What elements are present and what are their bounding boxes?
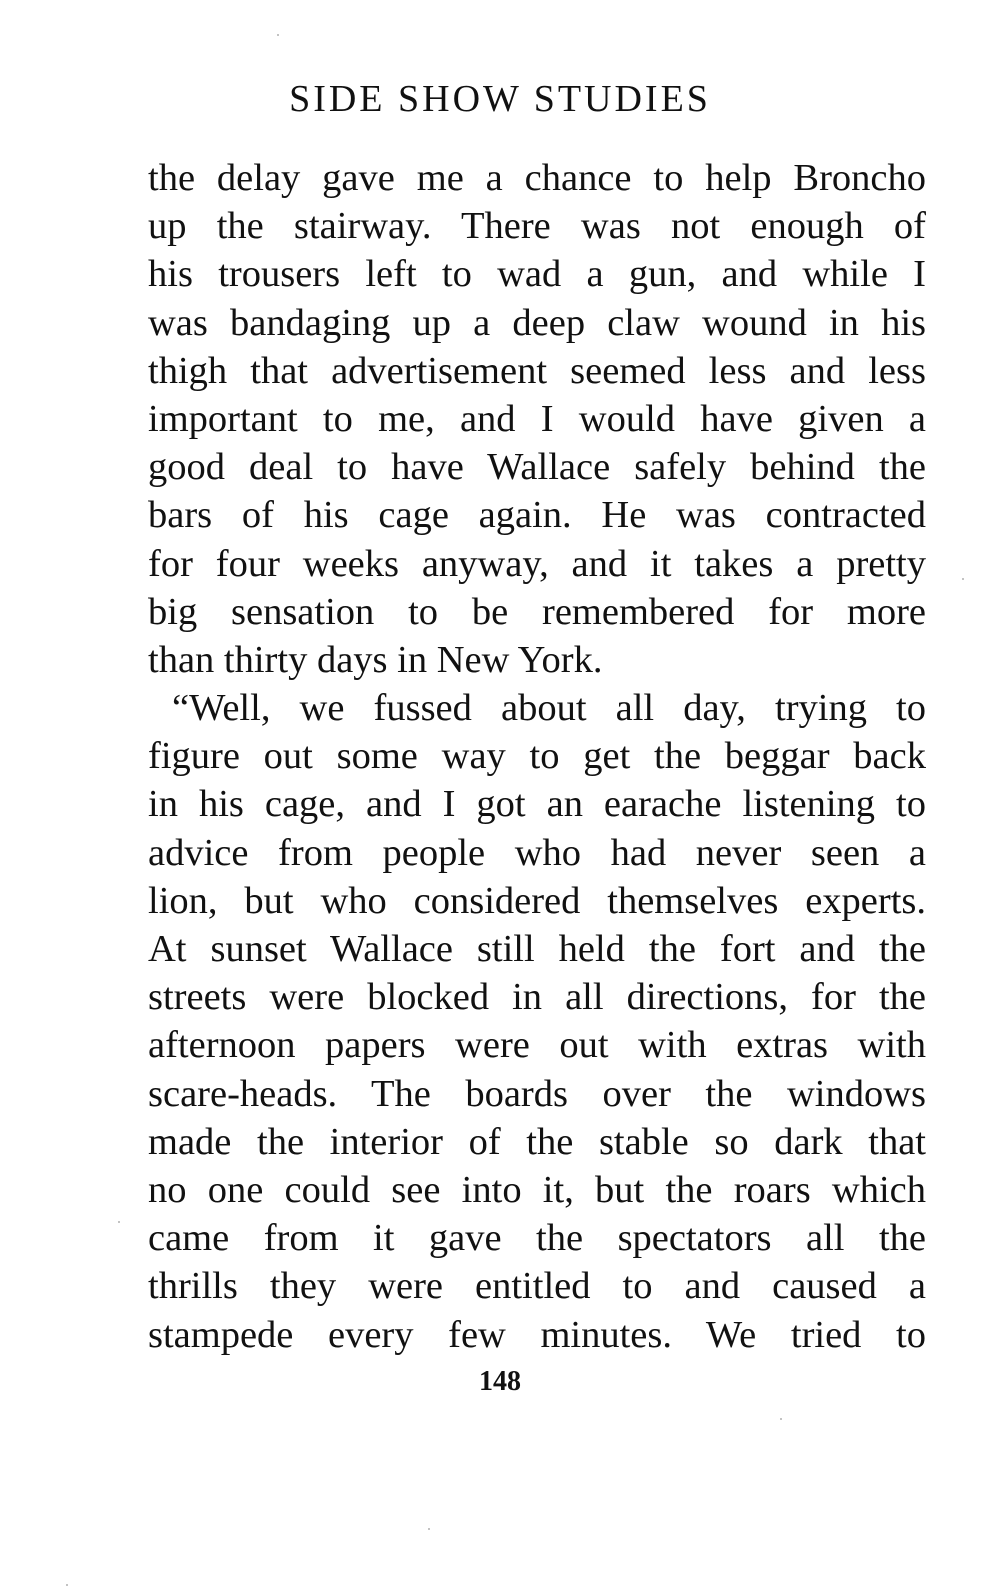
paper-speck — [780, 1418, 782, 1420]
text-line: in his cage, and I got an earache listening to — [148, 783, 926, 826]
text-line: afternoon papers were out with extras with — [148, 1024, 926, 1067]
text-line: no one could see into it, but the roars which — [148, 1168, 926, 1211]
running-head: SIDE SHOW STUDIES — [289, 78, 711, 120]
text-line: bars of his cage again. He was contracted — [148, 494, 926, 537]
text-line: advice from people who had never seen a — [148, 831, 926, 874]
text-line: thrills they were entitled to and caused a — [148, 1265, 926, 1308]
text-line: scare-heads. The boards over the windows — [148, 1072, 926, 1115]
text-line: big sensation to be remembered for more — [148, 590, 926, 633]
text-line: At sunset Wallace still held the fort and the — [148, 928, 926, 970]
paper-speck — [66, 1584, 68, 1586]
text-line: for four weeks anyway, and it takes a pretty — [148, 542, 926, 585]
text-line: figure out some way to get the beggar back — [148, 735, 926, 778]
paper-speck — [118, 1221, 120, 1223]
text-line: his trousers left to wad a gun, and while I — [148, 253, 926, 296]
text-line: came from it gave the spectators all the — [148, 1217, 926, 1260]
text-line: the delay gave me a chance to help Broncho — [148, 157, 926, 199]
text-line: good deal to have Wallace safely behind the — [148, 446, 926, 489]
paper-speck — [962, 578, 964, 580]
body-text — [148, 154, 926, 1359]
text-line: important to me, and I would have given a — [148, 397, 926, 440]
text-line: than thirty days in New York. — [148, 638, 603, 681]
text-line: “Well, we fussed about all day, trying to — [172, 687, 926, 730]
paper-speck — [428, 1528, 430, 1530]
page-number: 148 — [479, 1366, 521, 1397]
text-line: made the interior of the stable so dark that — [148, 1120, 926, 1163]
text-line: streets were blocked in all directions, for the — [148, 976, 926, 1019]
paper-speck — [277, 34, 279, 36]
text-line: up the stairway. There was not enough of — [148, 205, 926, 248]
text-line: thigh that advertisement seemed less and less — [148, 349, 926, 392]
text-line: lion, but who considered themselves experts. — [148, 879, 926, 922]
text-line: stampede every few minutes. We tried to — [148, 1313, 926, 1356]
text-line: was bandaging up a deep claw wound in his — [148, 301, 926, 344]
